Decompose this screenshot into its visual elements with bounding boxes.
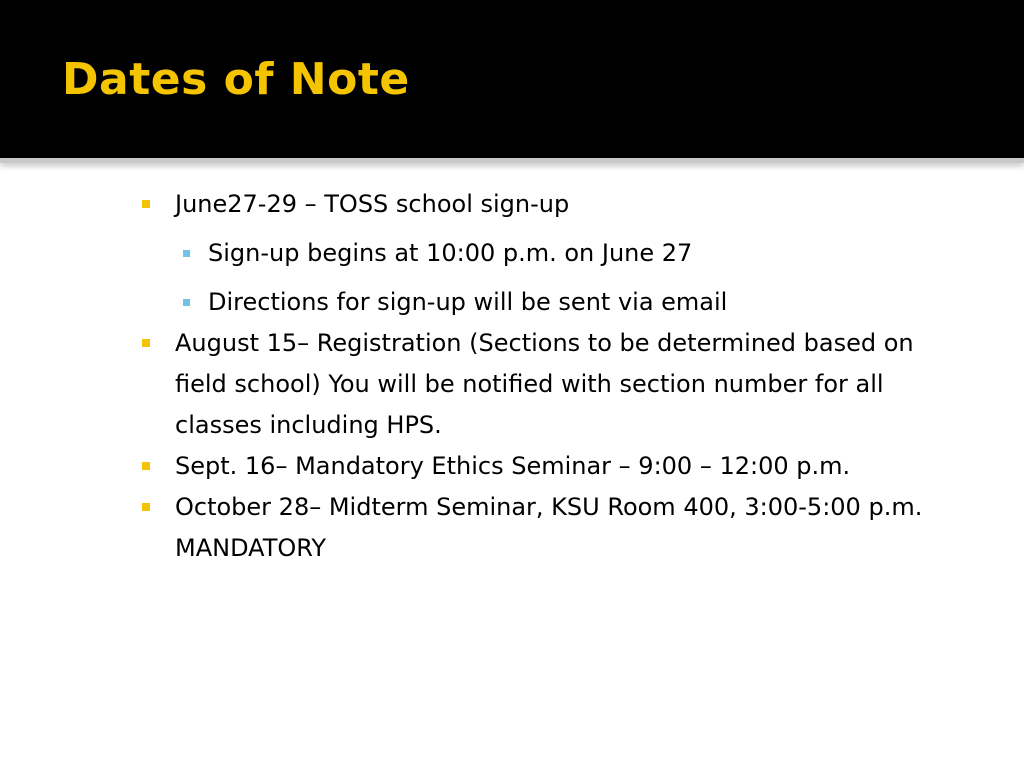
- title-divider: [0, 158, 1024, 163]
- title-band: [0, 0, 1024, 158]
- bullet-item-toss-signup: [137, 184, 947, 225]
- bullet-item-midterm-seminar: [137, 487, 947, 569]
- square-bullet-icon: [142, 503, 150, 511]
- square-bullet-icon: [142, 462, 150, 470]
- slide-title: Dates of Note: [62, 54, 410, 105]
- square-bullet-icon: [142, 339, 150, 347]
- bullet-item-ethics-seminar: [137, 446, 947, 487]
- bullet-item-registration: [137, 323, 947, 446]
- bullet-text: Sign-up begins at 10:00 p.m. on June 27: [208, 239, 693, 267]
- bullet-text: Directions for sign-up will be sent via email: [208, 288, 728, 316]
- bullet-text: Sept. 16– Mandatory Ethics Seminar – 9:00 – 12:00 p.m.: [175, 452, 851, 480]
- bullet-text: October 28– Midterm Seminar, KSU Room 400, 3:00-5:00 p.m. MANDATORY: [175, 493, 923, 562]
- square-bullet-icon: [183, 299, 190, 306]
- square-bullet-icon: [183, 250, 190, 257]
- sub-bullet-item-signup-directions: [137, 282, 947, 323]
- square-bullet-icon: [142, 200, 150, 208]
- bullet-text: June27-29 – TOSS school sign-up: [175, 190, 570, 218]
- bullet-text: August 15– Registration (Sections to be determined based on field school) You will be notified with section number for all classes including HPS.: [175, 329, 914, 439]
- bullet-list: [137, 184, 947, 569]
- sub-bullet-item-signup-time: [137, 233, 947, 274]
